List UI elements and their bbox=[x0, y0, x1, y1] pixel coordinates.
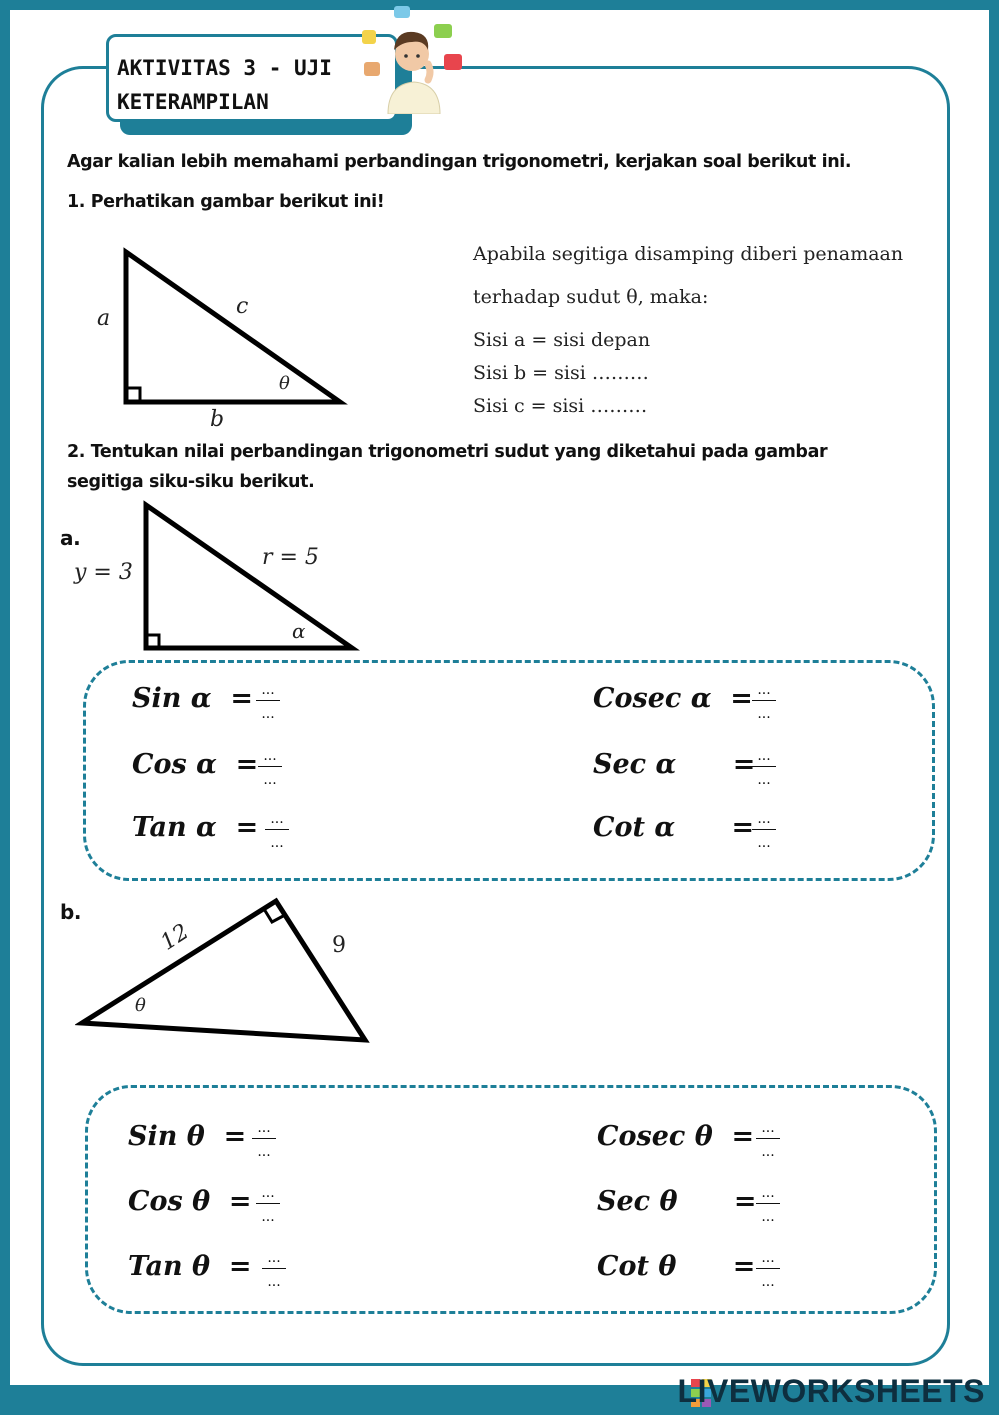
sec-alpha-fraction[interactable] bbox=[752, 749, 776, 788]
cos-alpha-fraction[interactable] bbox=[258, 749, 282, 788]
denominator-blank: ... bbox=[257, 1144, 271, 1160]
sin-alpha-fraction[interactable] bbox=[256, 683, 280, 722]
title-line-1: AKTIVITAS 3 - UJI bbox=[117, 56, 332, 80]
part-b-label: b. bbox=[60, 900, 82, 924]
sin-alpha-label: Sin α = bbox=[132, 683, 253, 714]
sec-theta-fraction[interactable] bbox=[756, 1186, 780, 1225]
triangle-figure-b bbox=[75, 892, 375, 1052]
denominator-blank: ... bbox=[261, 706, 275, 722]
side-r-label: r = 5 bbox=[262, 545, 319, 570]
side-y-label: y = 3 bbox=[74, 560, 133, 585]
liveworksheets-brand[interactable]: LIVEWORKSHEETS bbox=[677, 1373, 985, 1409]
cot-theta-label: Cot θ = bbox=[597, 1251, 756, 1282]
puzzle-piece-icon bbox=[434, 24, 452, 38]
denominator-blank: ... bbox=[261, 1209, 275, 1225]
cot-alpha-fraction[interactable] bbox=[752, 812, 776, 851]
denominator-blank: ... bbox=[757, 772, 771, 788]
numerator-blank: ... bbox=[256, 1186, 280, 1204]
puzzle-piece-icon bbox=[444, 54, 462, 70]
numerator-blank: ... bbox=[756, 1186, 780, 1204]
puzzle-piece-icon bbox=[364, 62, 380, 76]
denominator-blank: ... bbox=[263, 772, 277, 788]
question-2-line-1: 2. Tentukan nilai perbandingan trigonometri sudut yang diketahui pada gambar bbox=[67, 442, 828, 462]
denominator-blank: ... bbox=[757, 835, 771, 851]
cosec-alpha-fraction[interactable] bbox=[752, 683, 776, 722]
q1-side-a-line: Sisi a = sisi depan bbox=[473, 329, 651, 351]
cot-alpha-label: Cot α = bbox=[593, 812, 755, 843]
question-1-label: 1. Perhatikan gambar berikut ini! bbox=[67, 192, 385, 212]
denominator-blank: ... bbox=[761, 1274, 775, 1290]
thinking-person-illustration bbox=[358, 2, 470, 114]
tan-alpha-label: Tan α = bbox=[132, 812, 259, 843]
cos-theta-label: Cos θ = bbox=[128, 1186, 252, 1217]
angle-theta-label: θ bbox=[279, 373, 290, 394]
numerator-blank: ... bbox=[265, 812, 289, 830]
denominator-blank: ... bbox=[270, 835, 284, 851]
numerator-blank: ... bbox=[252, 1121, 276, 1139]
title-box bbox=[106, 34, 398, 122]
angle-theta-b-label: θ bbox=[135, 995, 146, 1016]
q1-side-b-line: Sisi b = sisi ……… bbox=[473, 362, 649, 384]
tan-theta-fraction[interactable] bbox=[262, 1251, 286, 1290]
numerator-blank: ... bbox=[756, 1251, 780, 1269]
numerator-blank: ... bbox=[258, 749, 282, 767]
triangle-figure-a bbox=[130, 495, 370, 660]
denominator-blank: ... bbox=[761, 1209, 775, 1225]
cosec-theta-fraction[interactable] bbox=[756, 1121, 780, 1160]
cosec-theta-label: Cosec θ = bbox=[597, 1121, 755, 1152]
numerator-blank: ... bbox=[262, 1251, 286, 1269]
intro-instruction: Agar kalian lebih memahami perbandingan trigonometri, kerjakan soal berikut ini. bbox=[67, 152, 852, 172]
side-9-label: 9 bbox=[332, 933, 346, 958]
cos-theta-fraction[interactable] bbox=[256, 1186, 280, 1225]
numerator-blank: ... bbox=[256, 683, 280, 701]
part-a-label: a. bbox=[60, 526, 81, 550]
side-12-label: 12 bbox=[156, 919, 194, 956]
denominator-blank: ... bbox=[267, 1274, 281, 1290]
triangle-figure-1 bbox=[90, 240, 360, 440]
numerator-blank: ... bbox=[756, 1121, 780, 1139]
q1-side-c-line: Sisi c = sisi ……… bbox=[473, 395, 648, 417]
numerator-blank: ... bbox=[752, 749, 776, 767]
puzzle-piece-icon bbox=[394, 6, 410, 18]
denominator-blank: ... bbox=[761, 1144, 775, 1160]
numerator-blank: ... bbox=[752, 683, 776, 701]
side-c-label: c bbox=[236, 294, 249, 319]
sec-theta-label: Sec θ = bbox=[597, 1186, 757, 1217]
q1-desc-line-1: Apabila segitiga disamping diberi penamaan bbox=[473, 243, 904, 265]
cot-theta-fraction[interactable] bbox=[756, 1251, 780, 1290]
sec-alpha-label: Sec α = bbox=[593, 749, 756, 780]
tan-alpha-fraction[interactable] bbox=[265, 812, 289, 851]
cos-alpha-label: Cos α = bbox=[132, 749, 259, 780]
cosec-alpha-label: Cosec α = bbox=[593, 683, 753, 714]
q1-desc-line-2: terhadap sudut θ, maka: bbox=[473, 286, 709, 308]
denominator-blank: ... bbox=[757, 706, 771, 722]
side-a-label: a bbox=[97, 306, 111, 331]
sin-theta-fraction[interactable] bbox=[252, 1121, 276, 1160]
sin-theta-label: Sin θ = bbox=[128, 1121, 247, 1152]
numerator-blank: ... bbox=[752, 812, 776, 830]
tan-theta-label: Tan θ = bbox=[128, 1251, 252, 1282]
angle-alpha-label: α bbox=[292, 619, 306, 643]
side-b-label: b bbox=[210, 407, 225, 432]
question-2-line-2: segitiga siku-siku berikut. bbox=[67, 472, 315, 492]
title-line-2: KETERAMPILAN bbox=[117, 90, 269, 114]
puzzle-piece-icon bbox=[362, 30, 376, 44]
